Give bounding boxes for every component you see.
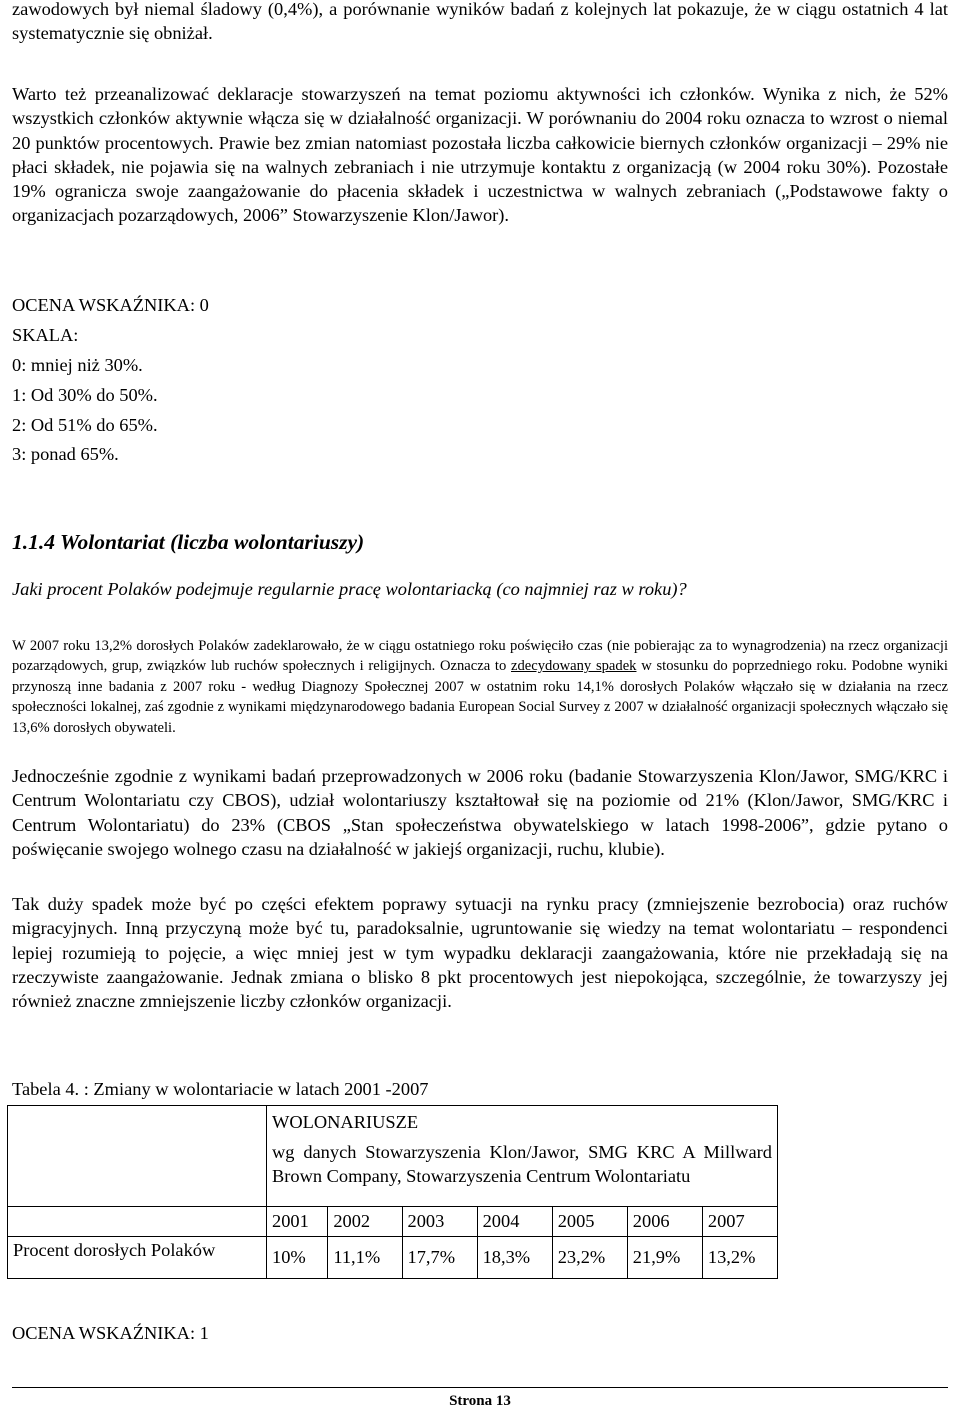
table-empty-corner	[8, 1106, 267, 1207]
table-value: 11,1%	[328, 1237, 402, 1279]
paragraph-2: Warto też przeanalizować deklaracje stowarzyszeń na temat poziomu aktywności ich członków. Wynika z nich, że 52% wszystkich członków aktywnie włącza się w działalność organizacji. W porównaniu do 2004 roku oznacza to wzrost o niemal 20 punktów procentowych. Prawie bez zmian natomiast pozostała liczba całkowicie biernych członków organizacji – 29% nie płaci składek, nie pojawia się na walnych zebraniach i nie utrzymuje kontaktu z organizacją (w 2004 roku 30%). Pozostałe 19% ogranicza swoje zaangażowanie do płacenia składek i uczestnictwa w walnych zebraniach („Podstawowe fakty o organizacjach pozarządowych, 2006” Stowarzyszenie Klon/Jawor).	[12, 84, 948, 226]
table-value: 23,2%	[552, 1237, 627, 1279]
table-header	[267, 1106, 778, 1207]
scale-title: SKALA:	[12, 325, 79, 345]
scale-item: 0: mniej niż 30%.	[12, 355, 143, 375]
table-year: 2003	[402, 1207, 477, 1237]
indicator-score-1: OCENA WSKAŹNIKA: 0	[12, 295, 209, 315]
paragraph-3-text-end: w stosunku do poprzedniego roku. Podobne wyniki przynoszą inne badania z 2007 roku - według Diagnozy Społecznej 2007 w ostatnim roku 14,1% dorosłych Polaków włączało się w działania na rzecz społeczności lokalnej, zaś zgodnie z wynikami międzynarodowego badania European Social Survey z 2007 w działalność organizacji społecznych włączało się 13,6% dorosłych obywateli.	[12, 658, 948, 736]
volunteering-table	[7, 1105, 778, 1279]
table-year: 2002	[328, 1207, 402, 1237]
section-heading: 1.1.4 Wolontariat (liczba wolontariuszy)	[12, 530, 365, 554]
table-year: 2006	[627, 1207, 702, 1237]
paragraph-4: Jednocześnie zgodnie z wynikami badań przeprowadzonych w 2006 roku (badanie Stowarzyszenia Klon/Jawor, SMG/KRC i Centrum Wolontariatu czy CBOS), udział wolontariuszy kształtował się na poziomie od 21% (Klon/Jawor, SMG/KRC i Centrum Wolontariatu) do 23% (CBOS „Stan społeczeństwa obywatelskiego w latach 1998-2006”, gdzie pytano o poświęcanie swojego wolnego czasu na działalność w jakiejś organizacji, ruchu, klubie).	[12, 766, 948, 859]
scale-item: 1: Od 30% do 50%.	[12, 385, 158, 405]
table-value: 17,7%	[402, 1237, 477, 1279]
section-question: Jaki procent Polaków podejmuje regularnie pracę wolontariacką (co najmniej raz w roku)?	[12, 579, 687, 599]
table-caption: Tabela 4. : Zmiany w wolontariacie w latach 2001 -2007	[12, 1079, 429, 1099]
underlined-phrase: zdecydowany spadek	[511, 658, 637, 675]
table-value: 21,9%	[627, 1237, 702, 1279]
indicator-score-2: OCENA WSKAŹNIKA: 1	[12, 1323, 209, 1343]
paragraph-3-text-start: W 2007 roku 13,2% dorosłych Polaków zadeklarowało, że w ciągu ostatniego roku poświęciło czas (nie pobierając za to wynagrodzenia) na rzecz organizacji pozarządowych, grup, związków lub ruchów społecznych i religijnych. Oznacza to	[12, 638, 948, 675]
table-value: 13,2%	[702, 1237, 777, 1279]
table-header-title: WOLONARIUSZE	[272, 1112, 419, 1132]
footer-divider	[12, 1387, 948, 1388]
table-year: 2001	[267, 1207, 328, 1237]
page-number: Strona 13	[449, 1393, 511, 1409]
table-value: 10%	[267, 1237, 328, 1279]
table-year: 2007	[702, 1207, 777, 1237]
table-row-label: Procent dorosłych Polaków	[8, 1237, 267, 1279]
table-header-source: wg danych Stowarzyszenia Klon/Jawor, SMG KRC A Millward Brown Company, Stowarzyszenia Centrum Wolontariatu	[272, 1142, 772, 1186]
paragraph-3	[12, 636, 948, 738]
table-year: 2004	[477, 1207, 552, 1237]
scale-item: 2: Od 51% do 65%.	[12, 415, 158, 435]
scale-item: 3: ponad 65%.	[12, 444, 119, 464]
table-year: 2005	[552, 1207, 627, 1237]
table-empty-cell	[8, 1207, 267, 1237]
table-value: 18,3%	[477, 1237, 552, 1279]
paragraph-5: Tak duży spadek może być po części efektem poprawy sytuacji na rynku pracy (zmniejszenie bezrobocia) oraz ruchów migracyjnych. Inną przyczyną może być tu, paradoksalnie, ugruntowanie się wiedzy na temat wolontariatu – respondenci lepiej rozumieją to pojęcie, a więc mniej jest w tym wypadku deklaracji zaangażowania, które nie przekładają się na rzeczywiste zaangażowanie. Jednak zmiana o blisko 8 pkt procentowych jest niepokojąca, szczególnie, że towarzyszy jej również znaczne zmniejszenie liczby członków organizacji.	[12, 894, 948, 1012]
paragraph-1: zawodowych był niemal śladowy (0,4%), a porównanie wyników badań z kolejnych lat pokazuje, że w ciągu ostatnich 4 lat systematycznie się obniżał.	[12, 0, 948, 44]
